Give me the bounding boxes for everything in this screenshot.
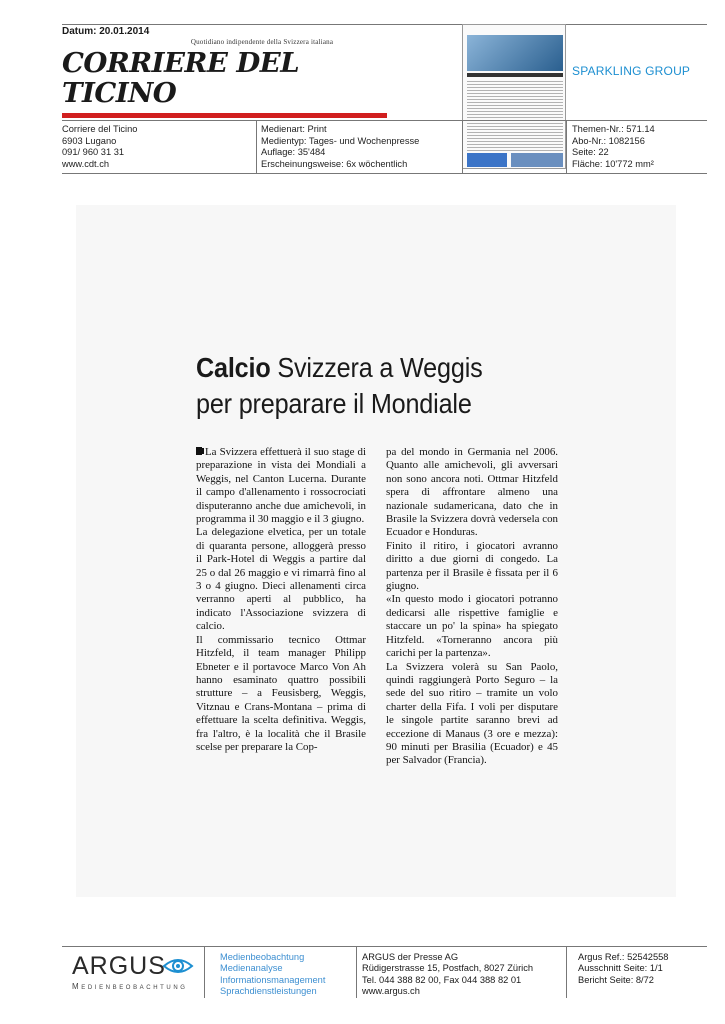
thumbnail-text [467,81,563,151]
service-item: Medienbeobachtung [220,952,305,962]
footer-rule [62,946,707,947]
client-name: SPARKLING GROUP [572,64,691,78]
article-column-2 [386,446,558,768]
argus-wordmark: ARGUS [72,952,166,980]
service-item: Informationsmanagement [220,974,326,985]
report-page: Bericht Seite: 8/72 [578,974,654,985]
page-thumbnail [462,24,566,169]
top-rule [62,24,707,25]
argus-ref: Argus Ref.: 52542558 [578,952,669,962]
publisher-info [62,124,137,170]
company-street: Rüdigerstrasse 15, Postfach, 8027 Zürich [362,963,534,974]
media-kind: Medientyp: Tages- und Wochenpresse [261,135,420,146]
thumbnail-headline [467,73,563,77]
argus-tagline: Medienbeobachtung [72,982,188,991]
date-label: Datum: 20.01.2014 [62,26,150,37]
publisher-url: www.cdt.ch [62,158,110,169]
page-number: Seite: 22 [572,147,609,157]
footer-divider [356,946,357,998]
article-paragraph: Il commissario tecnico Ottmar Hitzfeld, il team manager Philipp Ebneter e il portavoce Marco Von Ah hanno esaminato quattro possibili strutture – a Feusisberg, Weggis, Vitznau e Crans-Montana – prima di effettuare la scelta definitiva. Weggis, fra l'altro, è la località che il Brasile scelse per preparare la Cop- [196,633,366,753]
masthead [62,38,392,118]
publisher-name: Corriere del Ticino [62,124,138,134]
article-paragraph [196,446,366,526]
info-rule-top [62,120,707,121]
info-divider [256,120,257,173]
thumbnail-photo [467,35,563,71]
publisher-city: 6903 Lugano [62,135,117,146]
info-rule-bottom [62,173,707,174]
article-paragraph: La delegazione elvetica, per un totale di quaranta persone, alloggerà presso il Park-Hotel di Weggis a partire dal 25 o dal 26 maggio e vi rimarrà fino al 3 o 4 giugno. Dieci allenamenti circa verranno aperti al pubblico, ha indicato l'Associazione svizzera di calcio. [196,526,366,633]
thumbnail-photo-small-2 [511,153,563,167]
footer-divider [204,946,205,998]
company-name: ARGUS der Presse AG [362,952,459,962]
eye-icon [162,954,194,978]
article-clipping [76,205,676,897]
clip-meta [572,124,655,170]
paragraph-text: La Svizzera effettuerà il suo stage di preparazione in vista dei Mondiali a Weggis, nel Canton Lucerna. Durante il campo d'allenamento i rossocrociati disputeranno anche due amichevoli, in programma il 30 maggio e il 3 giugno. [196,446,366,526]
article-paragraph: La Svizzera volerà su San Paolo, quindi raggiungerà Porto Seguro – la sede del suo ritiro – tramite un volo charter della Fifa. I voli per disputare le singole partite saranno brevi ad eccezione di Manaus (3 ore e mezza): 90 minuti per Brasilia (Ecuador) e 45 per Salvador (Francia). [386,660,558,767]
area-size: Fläche: 10'772 mm² [572,158,654,169]
media-info [261,124,419,170]
media-type: Medienart: Print [261,124,327,134]
clip-page: Ausschnitt Seite: 1/1 [578,963,663,974]
newspaper-logo: CORRIERE DEL TICINO [62,48,300,109]
thumbnail-photo-small [467,153,507,167]
argus-services [220,952,325,998]
company-url: www.argus.ch [362,986,420,997]
logo-red-bar [62,113,387,118]
headline-kicker: Calcio [196,352,271,383]
lead-marker-icon [196,447,202,455]
headline-title: Svizzera a Weggis [270,352,483,383]
article-paragraph: «In questo modo i giocatori potranno dedicarsi alle rispettive famiglie e staccare un po' la spina» ha spiegato Hitzfeld. «Torneranno ancora più carichi per la partenza». [386,593,558,660]
media-frequency: Erscheinungsweise: 6x wöchentlich [261,158,408,169]
info-divider [462,120,463,173]
company-phone: Tel. 044 388 82 00, Fax 044 388 82 01 [362,974,522,985]
footer-divider [566,946,567,998]
media-circulation: Auflage: 35'484 [261,147,326,157]
argus-logo [72,952,202,991]
headline-title-line2: per preparare il Mondiale [196,388,472,419]
article-column-1 [196,446,366,754]
argus-address [362,952,533,998]
service-item: Sprachdienstleistungen [220,986,317,997]
article-paragraph: Finito il ritiro, i giocatori avranno diritto a due giorni di congedo. La partenza per il Brasile è fissata per il 6 giugno. [386,539,558,593]
argus-references [578,952,668,986]
topic-number: Themen-Nr.: 571.14 [572,124,655,134]
info-divider [566,120,567,173]
publisher-phone: 091/ 960 31 31 [62,147,125,157]
masthead-tagline: Quotidiano indipendente della Svizzera italiana [190,38,334,46]
article-paragraph: pa del mondo in Germania nel 2006. Quanto alle amichevoli, gli avversari non sono ancora noti. Ottmar Hitzfeld spera di affrontare almeno una nazionale sudamericana, dato che in Brasile la Svizzera dovrà vedersela con Ecuador e Honduras. [386,446,558,539]
subscription-number: Abo-Nr.: 1082156 [572,135,645,146]
service-item: Medienanalyse [220,963,283,974]
article-headline [196,350,520,422]
